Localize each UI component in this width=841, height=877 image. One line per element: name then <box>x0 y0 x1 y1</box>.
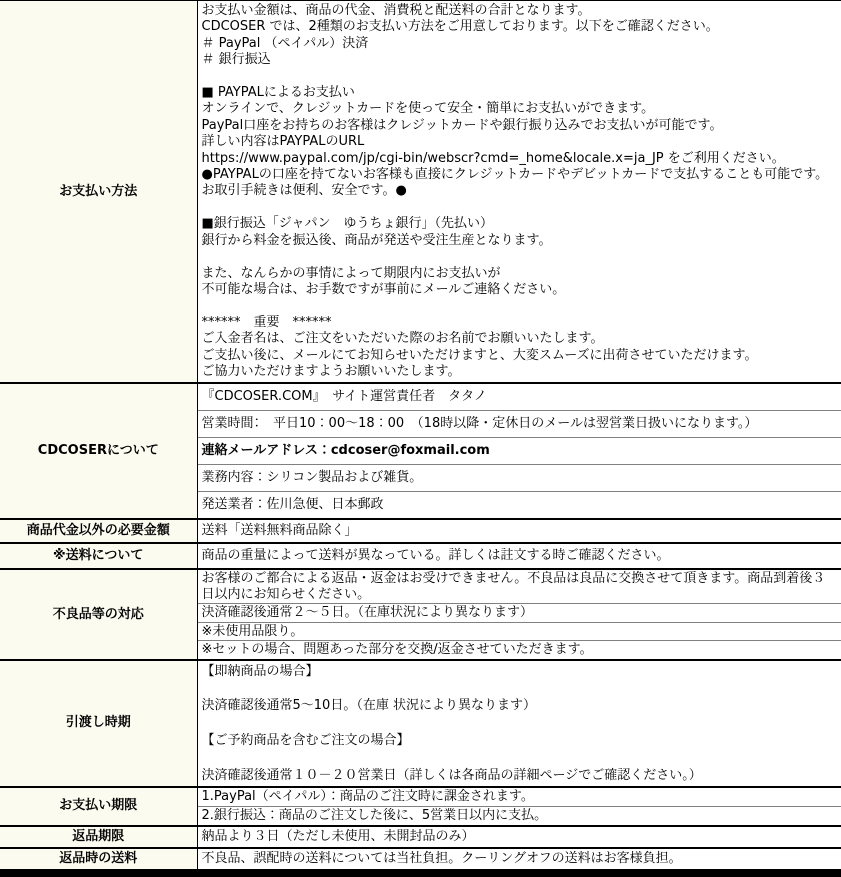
row-content-return-deadline <box>197 826 841 848</box>
text-line: 1.PayPal（ペイパル）：商品のご注文時に課金されます。 <box>202 789 838 805</box>
text-line: ＃ PayPal （ペイパル）決済 <box>202 36 838 52</box>
content-cell <box>198 661 841 786</box>
row-label-extra-fees: 商品代金以外の必要金額 <box>0 519 197 543</box>
text-line: 詳しい内容はPAYPALのURL <box>202 134 838 150</box>
table-row-payment-method <box>0 1 841 384</box>
content-cell <box>198 827 841 847</box>
row-label-delivery-time: 引渡し時期 <box>0 660 197 787</box>
text-line: 【即納商品の場合】 <box>202 663 838 680</box>
content-cell <box>198 437 841 464</box>
table-row-return-shipping <box>0 848 841 869</box>
row-label-return-shipping: 返品時の送料 <box>0 848 197 869</box>
text-line: 不可能な場合は、お手数ですが事前にメールご連絡ください。 <box>202 282 838 298</box>
blank-line <box>202 200 838 216</box>
text-line: 決済確認後通常5～10日。（在庫 状況により異なります） <box>202 697 838 714</box>
text-line: ＃ 銀行振込 <box>202 52 838 68</box>
text-line: ご協力いただけますようお願いいたします。 <box>202 364 838 380</box>
text-line: 2.銀行振込：商品のご注文した後に、5営業日以内に支払。 <box>202 808 838 824</box>
row-label-about-cdcoser: CDCOSERについて <box>0 383 197 519</box>
text-line: ※未使用品限り。 <box>202 624 838 640</box>
text-line: 連絡メールアドレス：cdcoser@foxmail.com <box>202 443 838 459</box>
text-line: ご支払い後に、メールにてお知らせいただけますと、大変スムーズに出荷させていただけます。 <box>202 348 838 364</box>
row-content-about-cdcoser <box>197 383 841 519</box>
blank-line <box>202 715 838 732</box>
row-content-delivery-time <box>197 660 841 787</box>
table-row-shipping-fee <box>0 543 841 569</box>
content-cell <box>198 850 841 868</box>
row-label-payment-method: お支払い方法 <box>0 1 197 384</box>
row-content-shipping-fee <box>197 543 841 569</box>
text-line: ※セットの場合、問題あった部分を交換/返金させていただきます。 <box>202 642 838 658</box>
row-content-defective-items <box>197 569 841 660</box>
text-line: ●PAYPALの口座を持てないお客様も直接にクレジットカードやデビットカードで支払することも可能です。 <box>202 167 838 183</box>
text-line: 『CDCOSER.COM』 サイト運営責任者 タタノ <box>202 389 838 405</box>
text-line: 決済確認後通常２～５日。（在庫状況により異なります） <box>202 605 838 621</box>
content-cell <box>198 520 841 542</box>
text-line: 送料「送料無料商品除く」 <box>202 523 838 539</box>
blank-line <box>202 298 838 314</box>
text-line: https://www.paypal.com/jp/cgi-bin/webscr?cmd=_home&locale.x=ja_JP をご利用ください。 <box>202 151 838 167</box>
text-line: CDCOSER では、2種類のお支払い方法をご用意しております。以下をご確認ください。 <box>202 19 838 35</box>
table-row-delivery-time <box>0 660 841 787</box>
content-cell <box>198 1 841 382</box>
row-content-payment-method <box>197 1 841 384</box>
text-line: 【ご予約商品を含むご注文の場合】 <box>202 732 838 749</box>
blank-line <box>202 249 838 265</box>
text-line: 納品より３日（ただし未使用、未開封品のみ） <box>202 829 838 845</box>
blank-line <box>202 749 838 766</box>
content-cell <box>198 491 841 518</box>
text-line: お支払い金額は、商品の代金、消費税と配送料の合計となります。 <box>202 3 838 19</box>
blank-line <box>202 680 838 697</box>
text-line: 不良品、誤配時の送料については当社負担。クーリングオフの送料はお客様負担。 <box>202 851 838 867</box>
table-row-defective-items <box>0 569 841 660</box>
text-line: PayPal口座をお持ちのお客様はクレジットカードや銀行振り込みでお支払いが可能です。 <box>202 118 838 134</box>
text-line: 発送業者：佐川急便、日本郵政 <box>202 497 838 513</box>
content-cell <box>198 788 841 806</box>
text-line: ■銀行振込「ジャパン ゆうちょ銀行」（先払い） <box>202 216 838 232</box>
content-cell <box>198 622 841 641</box>
row-content-return-shipping <box>197 848 841 869</box>
text-line: ■ PAYPALによるお支払い <box>202 85 838 101</box>
content-cell <box>198 410 841 437</box>
content-cell <box>198 640 841 659</box>
text-line: 決済確認後通常１０－２０営業日（詳しくは各商品の詳細ページでご確認ください。） <box>202 767 838 784</box>
text-line: お取引手続きは便利、安全です。● <box>202 183 838 199</box>
row-content-payment-deadline <box>197 787 841 826</box>
table-row-extra-fees <box>0 519 841 543</box>
content-cell <box>198 570 841 603</box>
text-line: また、なんらかの事情によって期限内にお支払いが <box>202 266 838 282</box>
text-line: 銀行から料金を振込後、商品が発送や受注生産となります。 <box>202 233 838 249</box>
row-label-defective-items: 不良品等の対応 <box>0 569 197 660</box>
text-line: 営業時間： 平日10：00～18：00 （18時以降・定休日のメールは翌営業日扱いになります。） <box>202 416 838 432</box>
text-line: お客様のご都合による返品・返金はお受けできません。不良品は良品に交換させて頂きます。商品到着後３日以内にお知らせください。 <box>202 571 838 602</box>
blank-line <box>202 69 838 85</box>
content-cell <box>198 544 841 568</box>
content-cell <box>198 464 841 491</box>
text-line: ****** 重要 ****** <box>202 315 838 331</box>
content-cell <box>198 384 841 410</box>
text-line: オンラインで、クレジットカードを使って安全・簡単にお支払いができます。 <box>202 101 838 117</box>
table-row-about-cdcoser <box>0 383 841 519</box>
table-row-payment-deadline <box>0 787 841 826</box>
bottom-divider-bar <box>0 869 841 877</box>
content-cell <box>198 806 841 825</box>
table-row-return-deadline <box>0 826 841 848</box>
row-label-shipping-fee: ※送料について <box>0 543 197 569</box>
row-label-return-deadline: 返品期限 <box>0 826 197 848</box>
content-cell <box>198 603 841 622</box>
row-content-extra-fees <box>197 519 841 543</box>
text-line: 商品の重量によって送料が異なっている。詳しくは註文する時ご確認ください。 <box>202 548 838 564</box>
text-line: ご入金者名は、ご注文をいただいた際のお名前でお願いいたします。 <box>202 331 838 347</box>
text-line: 業務内容：シリコン製品および雑貨。 <box>202 470 838 486</box>
row-label-payment-deadline: お支払い期限 <box>0 787 197 826</box>
shop-policy-table-body <box>0 1 841 869</box>
